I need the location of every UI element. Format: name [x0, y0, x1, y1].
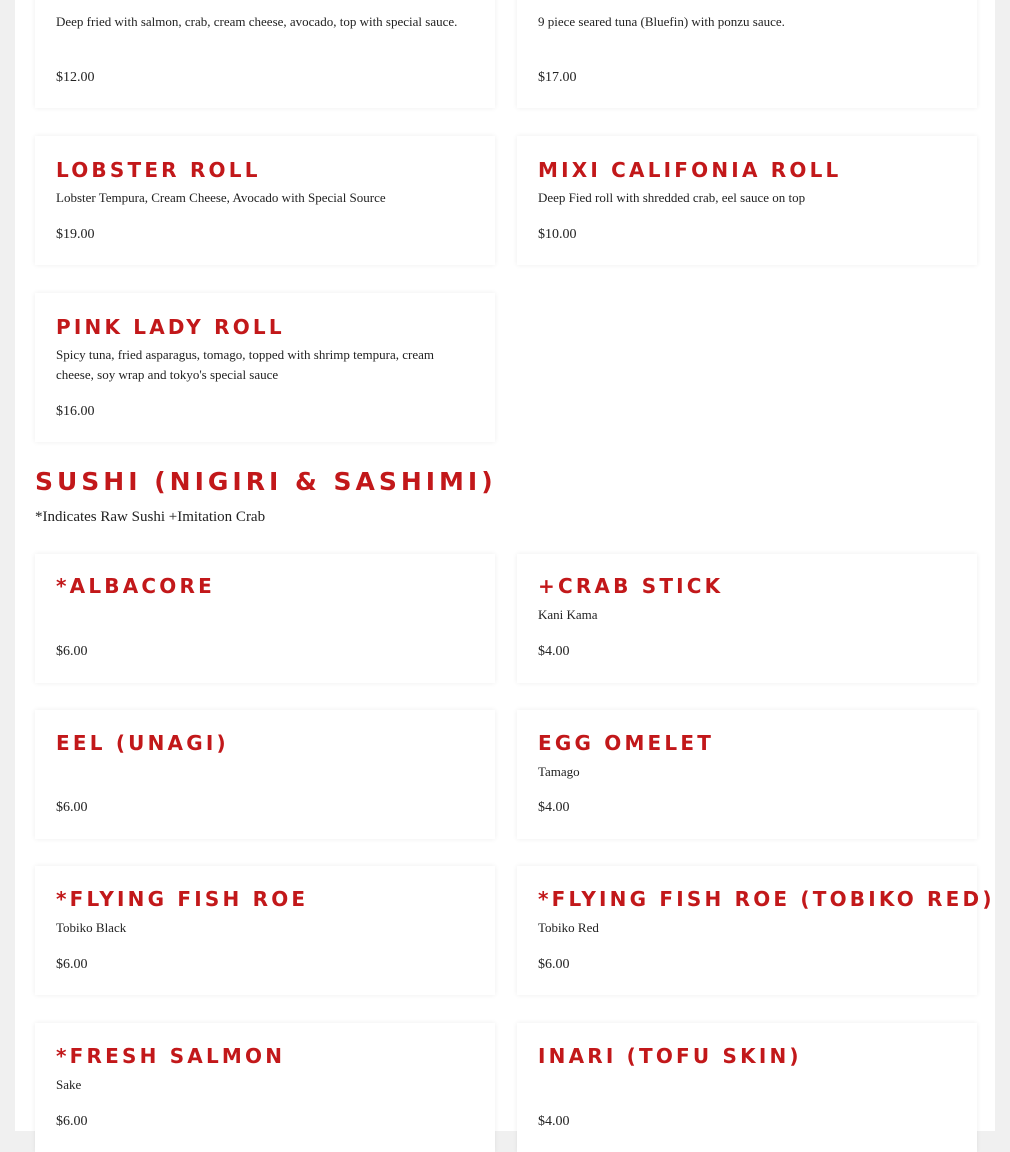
menu-item-name: PINK LADY ROLL	[56, 315, 285, 339]
menu-item-name: INARI (TOFU SKIN)	[538, 1044, 802, 1068]
menu-item-price: $4.00	[538, 644, 570, 659]
menu-item-card	[517, 0, 977, 108]
menu-item-price: $6.00	[56, 644, 88, 659]
menu-item-price: $6.00	[538, 957, 570, 972]
menu-item-description: Deep Fied roll with shredded crab, eel sauce on top	[538, 190, 806, 205]
menu-item-price: $10.00	[538, 227, 577, 242]
menu-item-description: Deep fried with salmon, crab, cream cheese, avocado, top with special sauce.	[56, 14, 458, 29]
menu-item-card	[35, 136, 495, 265]
menu-item-description: Kani Kama	[538, 607, 598, 622]
menu-item-description: 9 piece seared tuna (Bluefin) with ponzu sauce.	[538, 14, 785, 29]
menu-item-description: Tobiko Black	[56, 920, 127, 935]
menu-item-name: LOBSTER ROLL	[56, 158, 261, 182]
menu-item-price: $17.00	[538, 70, 577, 85]
menu-item-description: Tobiko Red	[538, 920, 599, 935]
section-title: SUSHI (NIGIRI & SASHIMI)	[35, 467, 497, 496]
menu-item-description: Spicy tuna, fried asparagus, tomago, topped with shrimp tempura, cream cheese, soy wrap and tokyo's special sauce	[56, 347, 434, 382]
menu-item-card	[517, 1023, 977, 1152]
menu-item-card	[35, 293, 495, 442]
menu-item-card	[35, 554, 495, 683]
menu-item-name: EGG OMELET	[538, 731, 715, 755]
menu-item-description: Tamago	[538, 764, 580, 779]
menu-item-name: EEL (UNAGI)	[56, 731, 229, 755]
menu-item-card	[35, 1023, 495, 1152]
menu-item-name: *ALBACORE	[56, 574, 215, 598]
menu-item-name: *FLYING FISH ROE	[56, 887, 309, 911]
menu-item-price: $6.00	[56, 800, 88, 815]
menu-item-card	[517, 710, 977, 839]
menu-item-description: Lobster Tempura, Cream Cheese, Avocado with Special Source	[56, 190, 386, 205]
menu-item-price: $6.00	[56, 1114, 88, 1129]
section-note: *Indicates Raw Sushi +Imitation Crab	[35, 509, 266, 525]
menu-item-card	[35, 710, 495, 839]
menu-item-price: $19.00	[56, 227, 95, 242]
menu-item-card	[517, 136, 977, 265]
menu-item-name: MIXI CALIFONIA ROLL	[538, 158, 842, 182]
menu-item-card	[35, 0, 495, 108]
menu-item-price: $12.00	[56, 70, 95, 85]
menu-item-card	[35, 866, 495, 995]
menu-item-price: $4.00	[538, 800, 570, 815]
menu-item-card	[517, 554, 977, 683]
menu-item-price: $4.00	[538, 1114, 570, 1129]
menu-item-name: *FRESH SALMON	[56, 1044, 286, 1068]
menu-item-price: $6.00	[56, 957, 88, 972]
menu-item-card	[517, 866, 995, 995]
menu-item-description: Sake	[56, 1077, 82, 1092]
menu-item-price: $16.00	[56, 404, 95, 419]
menu-item-name: +CRAB STICK	[538, 574, 724, 598]
menu-item-name: *FLYING FISH ROE (TOBIKO RED)	[538, 887, 995, 911]
